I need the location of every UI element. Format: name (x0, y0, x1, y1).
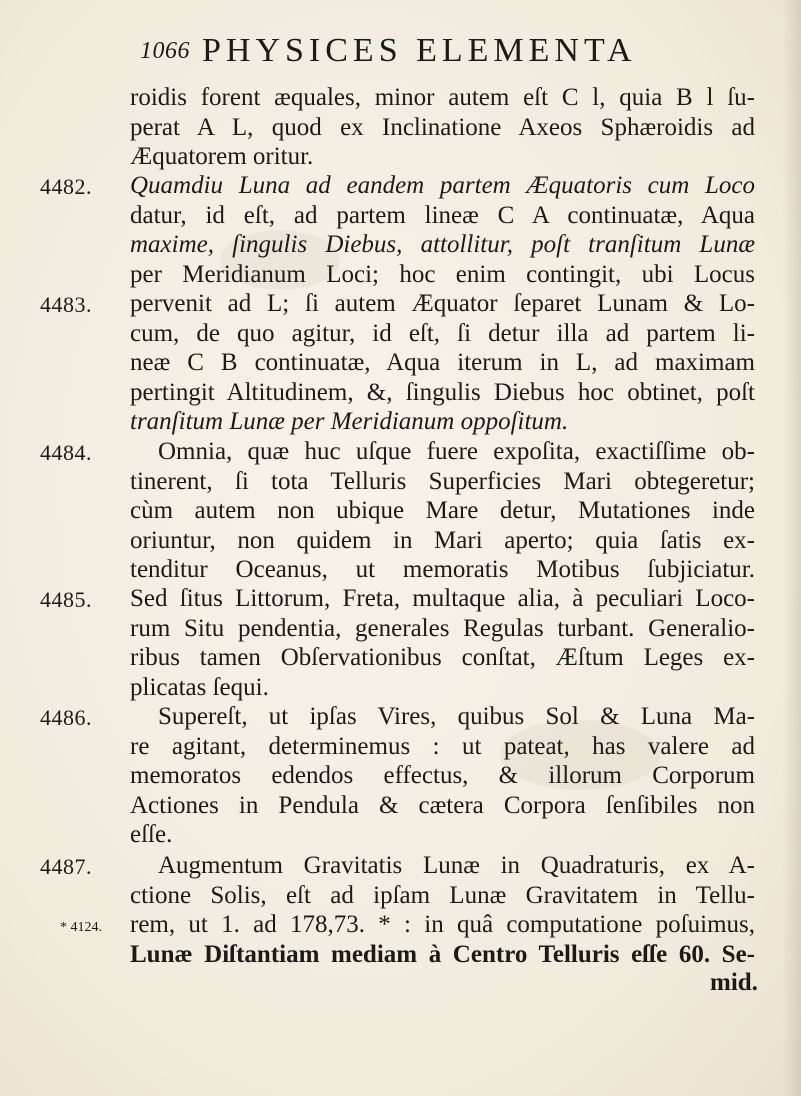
section-number: 4485. (40, 587, 92, 612)
text-line: Supereſt, ut ipſas Vires, quibus Sol & Luna Ma- (158, 703, 755, 730)
text-line: tenditur Oceanus, ut memoratis Motibus ſubjiciatur. (130, 556, 755, 583)
paragraph-4483 (130, 289, 755, 437)
paragraph-4485 (130, 584, 755, 702)
catchword: mid. (710, 969, 758, 996)
paragraph-4482 (130, 171, 755, 289)
paragraph-4487 (130, 851, 755, 969)
section-number: 4486. (40, 705, 92, 730)
text-line: Omnia, quæ huc uſque fuere expoſita, exactiſſime ob- (158, 438, 755, 465)
text-line: datur, id eſt, ad partem lineæ C A continuatæ, Aqua (130, 201, 755, 229)
paragraph-4486 (130, 702, 755, 850)
text-line: Æquatorem oritur. (130, 143, 314, 170)
text-line: Lunæ Diſtantiam mediam à Centro Telluris eſſe 60. Se- (130, 940, 755, 968)
text-line: rem, ut 1. ad 178,73. * : in quâ computatione poſuimus, (130, 911, 755, 938)
page-number: 1066 (140, 38, 190, 64)
text-line: Actiones in Pendula & cætera Corpora ſenſibiles non (130, 791, 755, 819)
text-line: perat A L, quod ex Inclinatione Axeos Sphæroidis ad (130, 113, 755, 141)
section-number: 4484. (40, 440, 92, 465)
section-number: 4483. (40, 292, 92, 317)
text-line: ribus tamen Obſervationibus conſtat, Æſtum Leges ex- (130, 644, 755, 671)
section-number: 4482. (40, 174, 92, 199)
text-line: oriuntur, non quidem in Mari aperto; quia ſatis ex- (130, 526, 755, 554)
margin-footnote-reference: * 4124. (60, 920, 102, 935)
text-line: rum Situ pendentia, generales Regulas turbant. Generalio- (130, 614, 755, 642)
section-number: 4487. (40, 854, 92, 879)
paragraph-continuation (130, 83, 755, 172)
paragraph-4484 (130, 437, 755, 585)
text-line: Augmentum Gravitatis Lunæ in Quadraturis, ex A- (158, 852, 755, 879)
running-title: PHYSICES ELEMENTA (202, 32, 637, 69)
text-line: ctione Solis, eſt ad ipſam Lunæ Gravitatem in Tellu- (130, 881, 755, 909)
text-line: eſſe. (130, 821, 173, 848)
text-line: Sed ſitus Littorum, Freta, multaque alia, à peculiari Loco- (130, 585, 755, 612)
page-edge-shadow (783, 0, 801, 1096)
text-line: cum, de quo agitur, id eſt, ſi detur illa ad partem li- (130, 319, 755, 347)
text-line: neæ C B continuatæ, Aqua iterum in L, ad maximam (130, 349, 755, 376)
text-line: pervenit ad L; ſi autem Æquator ſeparet Lunam & Lo- (130, 290, 755, 317)
text-line: pertingit Altitudinem, &, ſingulis Diebus hoc obtinet, poſt (130, 378, 755, 406)
text-line: re agitant, determinemus : ut pateat, has valere ad (130, 732, 755, 760)
text-line: cùm autem non ubique Mare detur, Mutationes inde (130, 497, 755, 524)
text-line: maxime, ſingulis Diebus, attollitur, poſt tranſitum Lunæ (130, 231, 755, 258)
text-line: roidis forent æquales, minor autem eſt C l, quia B l ſu- (130, 84, 755, 111)
text-line: per Meridianum Loci; hoc enim contingit, ubi Locus (130, 260, 755, 288)
text-line: memoratos edendos effectus, & illorum Corporum (130, 762, 755, 789)
text-line: Quamdiu Luna ad eandem partem Æquatoris cum Loco (130, 172, 755, 199)
text-line: tinerent, ſi tota Telluris Superficies Mari obtegeretur; (130, 467, 755, 495)
page-header (140, 28, 740, 68)
text-line: tranſitum Lunæ per Meridianum oppoſitum. (130, 408, 569, 435)
text-line: plicatas ſequi. (130, 673, 269, 701)
